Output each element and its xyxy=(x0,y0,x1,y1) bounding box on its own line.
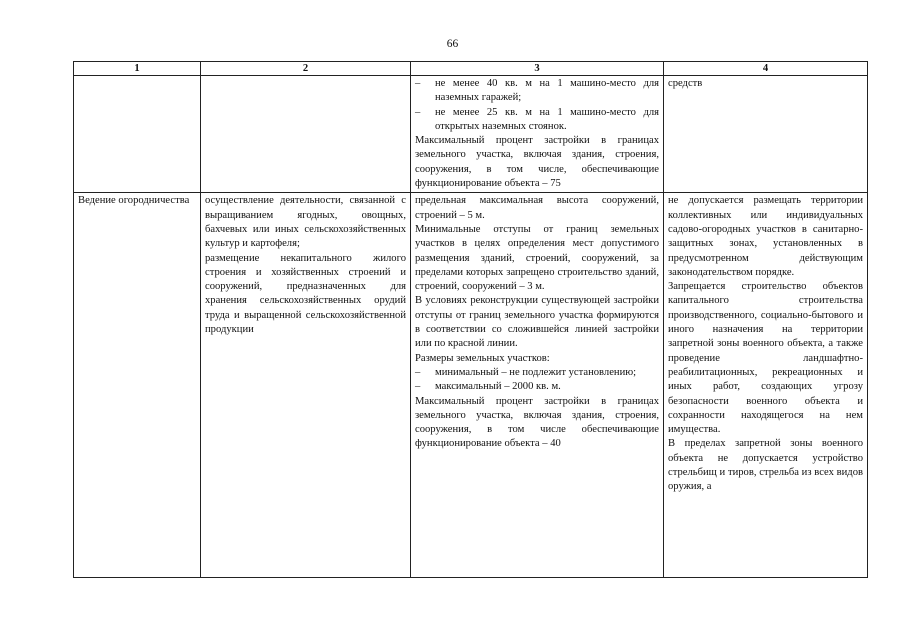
row1-col4: средств xyxy=(664,76,868,193)
row2-col4 xyxy=(664,193,868,578)
header-row xyxy=(74,62,868,76)
table-row xyxy=(74,193,868,578)
row1-col2 xyxy=(201,76,411,193)
row2-col1: Ведение огородничества xyxy=(74,193,201,578)
table-row xyxy=(74,76,868,193)
list-item xyxy=(415,77,659,106)
dash-marker: – xyxy=(415,366,421,378)
paragraph: В пределах запретной зоны военного объекта не допускается устройство стрельбищ и тиров, стрельба из всех видов оружия, а xyxy=(668,438,863,493)
paragraph: размещение некапитального жилого строения и хозяйственных строений и сооружений, предназначенных для хранения сельскохозяйственных орудий труда и выращенной сельскохозяйственной продукции xyxy=(205,252,406,336)
paragraph: Запрещается строительство объектов капитального строительства производственного, социально-бытового и иного назначения на территории запретной зоны военного объекта, а также проведение ландшафтно-реабилитационных, рекреационных и иных работ, создающих угрозу безопасности военного объекта и сохранности находящегося на нем имущества. xyxy=(668,281,863,436)
paragraph: осуществление деятельности, связанной с выращиванием ягодных, овощных, бахчевых или иных сельскохозяйственных культур и картофеля; xyxy=(205,195,406,250)
paragraph: не допускается размещать территории коллективных или индивидуальных садово-огородных участков в санитарно-защитных зонах, установленных в предусмотренном действующим законодательством порядке. xyxy=(668,195,863,278)
row2-col2 xyxy=(201,193,411,578)
list-item xyxy=(415,366,659,380)
dash-marker: – xyxy=(415,106,421,118)
paragraph: предельная максимальная высота сооружений, строений – 5 м. xyxy=(415,195,659,221)
row1-col3 xyxy=(411,76,664,193)
list-item-text: минимальный – не подлежит установлению; xyxy=(435,366,637,378)
paragraph: Минимальные отступы от границ земельных участков в целях определения мест допустимого размещения зданий, строений, сооружений, за пределами которых запрещено строительство зданий, строений, сооружений – 3 м. xyxy=(415,223,659,293)
row2-col3 xyxy=(411,193,664,578)
paragraph: Максимальный процент застройки в границах земельного участка, включая здания, строения, сооружения, в том числе, обеспечивающие функционирование объекта – 75 xyxy=(415,135,659,190)
header-col-3: 3 xyxy=(411,62,664,76)
paragraph: Размеры земельных участков: xyxy=(415,352,550,364)
paragraph: В условиях реконструкции существующей застройки отступы от границ земельного участка формируются в соответствии со сложившейся линией застройки или по красной линии. xyxy=(415,295,659,350)
header-col-4: 4 xyxy=(664,62,868,76)
regulations-table xyxy=(73,61,868,578)
dash-marker: – xyxy=(415,381,421,393)
list-item xyxy=(415,380,659,394)
paragraph: Максимальный процент застройки в границах земельного участка, включая здания, строения, сооружения, в том числе обеспечивающие функционирование объекта – 40 xyxy=(415,395,659,450)
list-item-text: не менее 40 кв. м на 1 машино-место для наземных гаражей; xyxy=(435,78,659,104)
dash-marker: – xyxy=(415,78,421,89)
page-number: 66 xyxy=(446,38,459,50)
header-col-2: 2 xyxy=(201,62,411,76)
header-col-1: 1 xyxy=(74,62,201,76)
list-item xyxy=(415,106,659,135)
list-item-text: не менее 25 кв. м на 1 машино-место для открытых наземных стоянок. xyxy=(435,106,659,132)
list-item-text: максимальный – 2000 кв. м. xyxy=(435,381,561,393)
row1-col1 xyxy=(74,76,201,193)
